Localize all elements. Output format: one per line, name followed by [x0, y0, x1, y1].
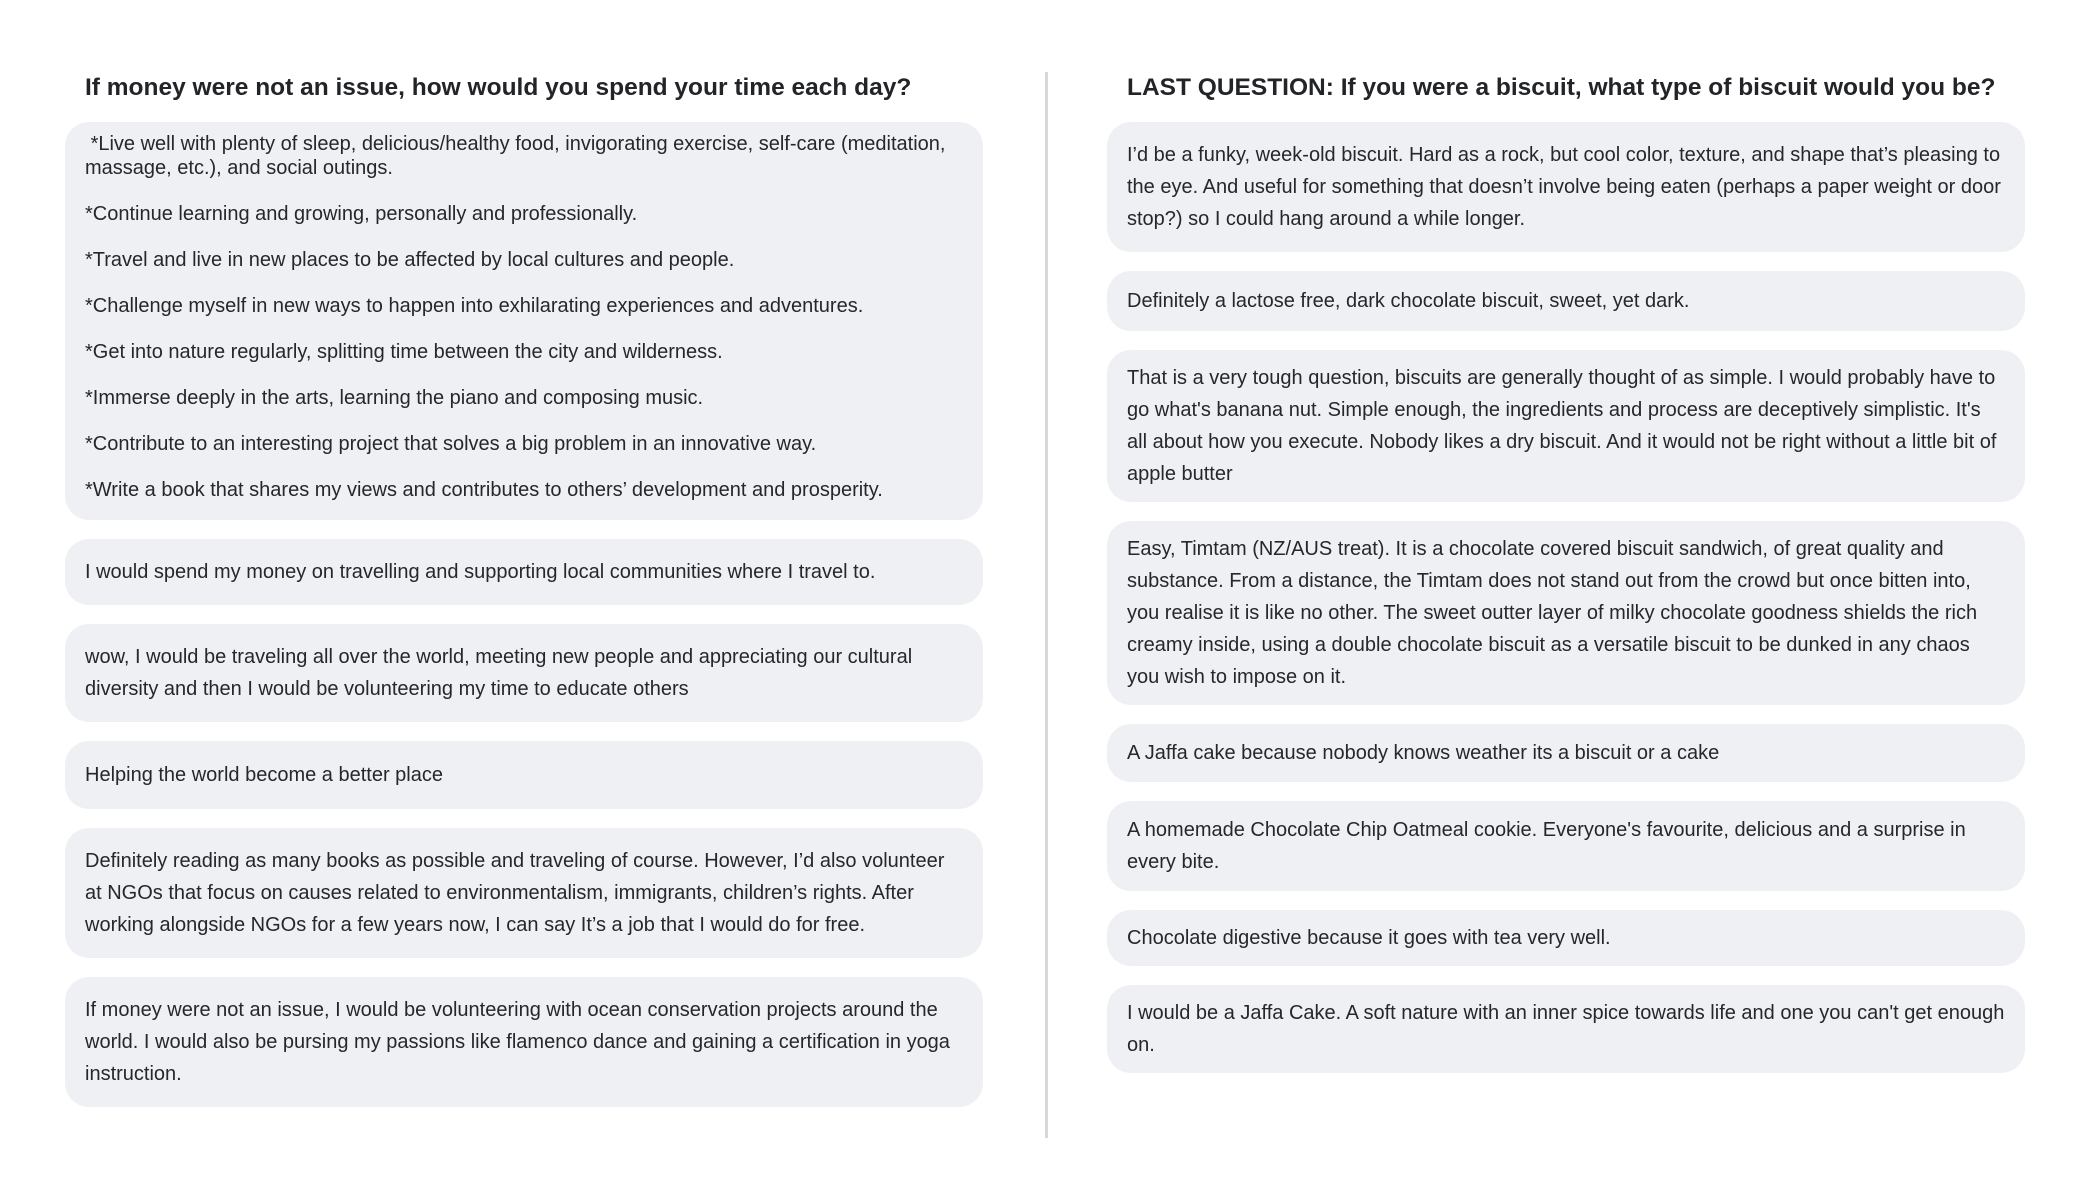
answer-text: Definitely a lactose free, dark chocolate biscuit, sweet, yet dark. [1127, 290, 1690, 312]
answer-line: *Continue learning and growing, personally and professionally. [85, 203, 638, 225]
answer-text: wow, I would be traveling all over the world, meeting new people and appreciating our cultural diversity and then I would be volunteering my time to educate others [85, 646, 913, 700]
answer-line: *Immerse deeply in the arts, learning the piano and composing music. [85, 387, 704, 409]
answer-text: Definitely reading as many books as possible and traveling of course. However, I’d also volunteer at NGOs that focus on causes related to environmentalism, immigrants, children’s rights. After working alongside NGOs for a few years now, I can say It’s a job that I would do for free. [85, 850, 945, 936]
answer-card [1107, 910, 2025, 966]
left-question-column [65, 72, 983, 1126]
answer-text: A Jaffa cake because nobody knows weather its a biscuit or a cake [1127, 742, 1720, 764]
answer-card [65, 828, 983, 958]
answer-line: *Get into nature regularly, splitting time between the city and wilderness. [85, 341, 723, 363]
answer-line: *Write a book that shares my views and contributes to others’ development and prosperity. [85, 479, 883, 501]
answer-card [1107, 271, 2025, 331]
left-question-title: If money were not an issue, how would you spend your time each day? [85, 74, 912, 101]
answer-card [1107, 985, 2025, 1073]
answer-text: A homemade Chocolate Chip Oatmeal cookie. Everyone's favourite, delicious and a surprise in every bite. [1127, 819, 1966, 873]
right-question-title: LAST QUESTION: If you were a biscuit, what type of biscuit would you be? [1127, 74, 1996, 101]
answer-line: *Challenge myself in new ways to happen into exhilarating experiences and adventures. [85, 295, 864, 317]
answer-line: *Contribute to an interesting project that solves a big problem in an innovative way. [85, 433, 817, 455]
answer-text: I would be a Jaffa Cake. A soft nature with an inner spice towards life and one you can't get enough on. [1127, 1002, 2005, 1056]
answer-text: Easy, Timtam (NZ/AUS treat). It is a chocolate covered biscuit sandwich, of great quality and substance. From a distance, the Timtam does not stand out from the crowd but once bitten into, you realise it is like no other. The sweet outter layer of milky chocolate goodness shields the rich creamy inside, using a double chocolate biscuit as a versatile biscuit to be dunked in any chaos you wish to impose on it. [1127, 538, 1978, 688]
answer-text: I’d be a funky, week-old biscuit. Hard as a rock, but cool color, texture, and shape that’s pleasing to the eye. And useful for something that doesn’t involve being eaten (perhaps a paper weight or door stop?) so I could hang around a while longer. [1127, 144, 2001, 230]
answer-card [65, 122, 983, 520]
answer-text: Chocolate digestive because it goes with tea very well. [1127, 927, 1611, 949]
answer-card [65, 539, 983, 605]
answer-card [1107, 724, 2025, 782]
answer-card [65, 624, 983, 722]
answer-text: That is a very tough question, biscuits are generally thought of as simple. I would probably have to go what's banana nut. Simple enough, the ingredients and process are deceptively simplistic. It's all about how you execute. Nobody likes a dry biscuit. And it would not be right without a little bit of apple butter [1127, 367, 1997, 485]
answer-card [65, 741, 983, 809]
right-question-column [1107, 72, 2025, 1092]
answer-line: *Live well with plenty of sleep, delicious/healthy food, invigorating exercise, self-care (meditation, massage, etc.), and social outings. [85, 133, 952, 179]
answer-text: Helping the world become a better place [85, 764, 443, 786]
answer-text: If money were not an issue, I would be volunteering with ocean conservation projects around the world. I would also be pursing my passions like flamenco dance and gaining a certification in yoga instruction. [85, 999, 950, 1085]
answer-line: *Travel and live in new places to be affected by local cultures and people. [85, 249, 735, 271]
answer-card [1107, 122, 2025, 252]
answer-card [1107, 801, 2025, 891]
answer-text: I would spend my money on travelling and supporting local communities where I travel to. [85, 561, 876, 583]
answer-card [1107, 350, 2025, 502]
answer-card [65, 977, 983, 1107]
answer-card [1107, 521, 2025, 705]
column-divider [1045, 72, 1048, 1138]
